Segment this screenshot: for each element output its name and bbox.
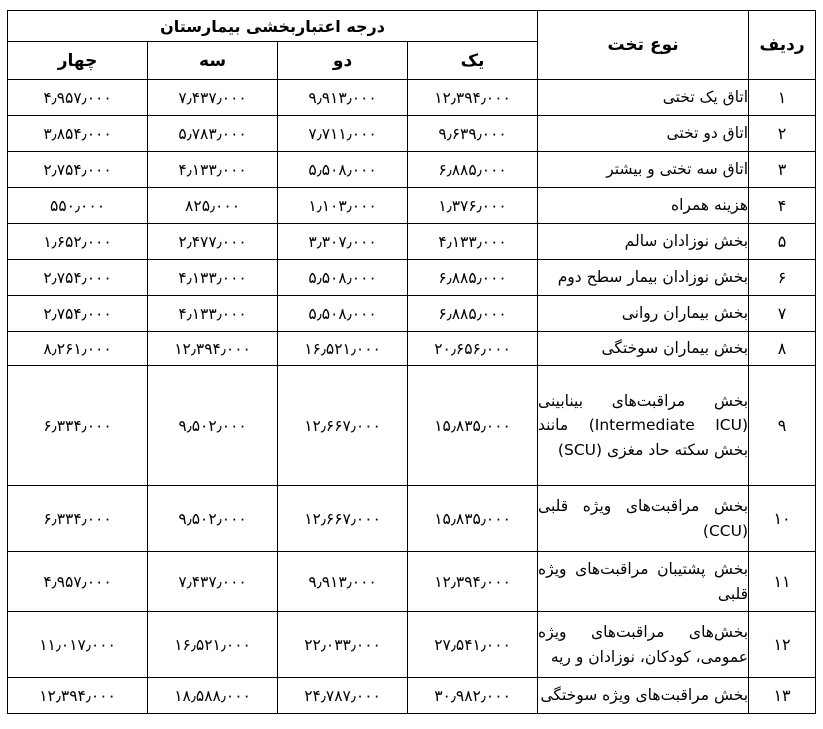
bed-type: بخش نوزادان سالم xyxy=(538,224,749,260)
grade-two-value: ۹٫۹۱۳٫۰۰۰ xyxy=(278,80,408,116)
row-number-header: ردیف xyxy=(749,11,816,80)
grade-four-value: ۱٫۶۵۲٫۰۰۰ xyxy=(8,224,148,260)
grade-three-header: سه xyxy=(148,42,278,80)
grade-four-value: ۲٫۷۵۴٫۰۰۰ xyxy=(8,296,148,332)
bed-type: اتاق یک تختی xyxy=(538,80,749,116)
row-number: ۴ xyxy=(749,188,816,224)
grade-three-value: ۹٫۵۰۲٫۰۰۰ xyxy=(148,486,278,552)
accreditation-grade-header: درجه اعتباربخشی بیمارستان xyxy=(8,11,538,42)
bed-type: بخش پشتیبان مراقبت‌های ویژه قلبی xyxy=(538,552,749,612)
grade-one-value: ۲۰٫۶۵۶٫۰۰۰ xyxy=(408,332,538,366)
bed-type: بخش بیماران روانی xyxy=(538,296,749,332)
grade-two-value: ۲۲٫۰۳۳٫۰۰۰ xyxy=(278,612,408,678)
grade-three-value: ۸۲۵٫۰۰۰ xyxy=(148,188,278,224)
row-number: ۱۱ xyxy=(749,552,816,612)
row-number: ۵ xyxy=(749,224,816,260)
grade-one-value: ۱۵٫۸۳۵٫۰۰۰ xyxy=(408,366,538,486)
bed-type: بخش نوزادان بیمار سطح دوم xyxy=(538,260,749,296)
grade-one-value: ۴٫۱۳۳٫۰۰۰ xyxy=(408,224,538,260)
row-number: ۱۰ xyxy=(749,486,816,552)
grade-three-value: ۴٫۱۳۳٫۰۰۰ xyxy=(148,152,278,188)
grade-four-value: ۴٫۹۵۷٫۰۰۰ xyxy=(8,552,148,612)
row-number: ۳ xyxy=(749,152,816,188)
grade-one-value: ۳۰٫۹۸۲٫۰۰۰ xyxy=(408,678,538,714)
grade-two-value: ۳٫۳۰۷٫۰۰۰ xyxy=(278,224,408,260)
grade-two-value: ۵٫۵۰۸٫۰۰۰ xyxy=(278,152,408,188)
grade-two-value: ۱۲٫۶۶۷٫۰۰۰ xyxy=(278,366,408,486)
table-row xyxy=(8,116,816,152)
table-row xyxy=(8,188,816,224)
grade-one-value: ۶٫۸۸۵٫۰۰۰ xyxy=(408,152,538,188)
bed-type: بخش مراقبت‌های ویژه قلبی (CCU) xyxy=(538,486,749,552)
grade-four-header: چهار xyxy=(8,42,148,80)
table-row xyxy=(8,260,816,296)
row-number: ۹ xyxy=(749,366,816,486)
grade-one-value: ۱۵٫۸۳۵٫۰۰۰ xyxy=(408,486,538,552)
table-row xyxy=(8,224,816,260)
grade-two-value: ۱٫۱۰۳٫۰۰۰ xyxy=(278,188,408,224)
grade-three-value: ۷٫۴۳۷٫۰۰۰ xyxy=(148,80,278,116)
document-page xyxy=(7,10,815,714)
bed-type: بخش مراقبت‌های ویژه سوختگی xyxy=(538,678,749,714)
row-number: ۷ xyxy=(749,296,816,332)
bed-type: بخش بیماران سوختگی xyxy=(538,332,749,366)
grade-one-value: ۲۷٫۵۴۱٫۰۰۰ xyxy=(408,612,538,678)
grade-three-value: ۵٫۷۸۳٫۰۰۰ xyxy=(148,116,278,152)
bed-tariff-table xyxy=(7,10,816,714)
grade-one-value: ۱٫۳۷۶٫۰۰۰ xyxy=(408,188,538,224)
grade-three-value: ۷٫۴۳۷٫۰۰۰ xyxy=(148,552,278,612)
grade-three-value: ۹٫۵۰۲٫۰۰۰ xyxy=(148,366,278,486)
table-row xyxy=(8,678,816,714)
grade-one-value: ۱۲٫۳۹۴٫۰۰۰ xyxy=(408,552,538,612)
grade-two-value: ۱۲٫۶۶۷٫۰۰۰ xyxy=(278,486,408,552)
table-row xyxy=(8,332,816,366)
grade-one-header: یک xyxy=(408,42,538,80)
grade-two-value: ۵٫۵۰۸٫۰۰۰ xyxy=(278,296,408,332)
grade-four-value: ۲٫۷۵۴٫۰۰۰ xyxy=(8,260,148,296)
bed-type: بخش‌های مراقبت‌های ویژه عمومی، کودکان، نوزادان و ریه xyxy=(538,612,749,678)
table-row xyxy=(8,366,816,486)
row-number: ۱ xyxy=(749,80,816,116)
grade-four-value: ۱۱٫۰۱۷٫۰۰۰ xyxy=(8,612,148,678)
grade-one-value: ۶٫۸۸۵٫۰۰۰ xyxy=(408,260,538,296)
table-row xyxy=(8,552,816,612)
grade-two-value: ۹٫۹۱۳٫۰۰۰ xyxy=(278,552,408,612)
grade-four-value: ۳٫۸۵۴٫۰۰۰ xyxy=(8,116,148,152)
row-number: ۱۳ xyxy=(749,678,816,714)
grade-three-value: ۱۶٫۵۲۱٫۰۰۰ xyxy=(148,612,278,678)
table-row xyxy=(8,80,816,116)
grade-two-value: ۱۶٫۵۲۱٫۰۰۰ xyxy=(278,332,408,366)
row-number: ۸ xyxy=(749,332,816,366)
row-number: ۶ xyxy=(749,260,816,296)
grade-four-value: ۲٫۷۵۴٫۰۰۰ xyxy=(8,152,148,188)
grade-two-value: ۷٫۷۱۱٫۰۰۰ xyxy=(278,116,408,152)
table-row xyxy=(8,152,816,188)
grade-three-value: ۴٫۱۳۳٫۰۰۰ xyxy=(148,260,278,296)
bed-type: اتاق سه تختی و بیشتر xyxy=(538,152,749,188)
row-number: ۱۲ xyxy=(749,612,816,678)
grade-four-value: ۶٫۳۳۴٫۰۰۰ xyxy=(8,486,148,552)
table-row xyxy=(8,612,816,678)
grade-four-value: ۴٫۹۵۷٫۰۰۰ xyxy=(8,80,148,116)
bed-type: بخش مراقبت‌های بینابینی (Intermediate ICU) مانند بخش سکته حاد مغزی (SCU) xyxy=(538,366,749,486)
table-row xyxy=(8,486,816,552)
grade-four-value: ۱۲٫۳۹۴٫۰۰۰ xyxy=(8,678,148,714)
row-number: ۲ xyxy=(749,116,816,152)
grade-three-value: ۱۸٫۵۸۸٫۰۰۰ xyxy=(148,678,278,714)
table-row xyxy=(8,296,816,332)
grade-one-value: ۹٫۶۳۹٫۰۰۰ xyxy=(408,116,538,152)
grade-three-value: ۲٫۴۷۷٫۰۰۰ xyxy=(148,224,278,260)
grade-four-value: ۶٫۳۳۴٫۰۰۰ xyxy=(8,366,148,486)
grade-one-value: ۱۲٫۳۹۴٫۰۰۰ xyxy=(408,80,538,116)
grade-two-value: ۲۴٫۷۸۷٫۰۰۰ xyxy=(278,678,408,714)
grade-two-value: ۵٫۵۰۸٫۰۰۰ xyxy=(278,260,408,296)
grade-four-value: ۸٫۲۶۱٫۰۰۰ xyxy=(8,332,148,366)
grade-three-value: ۴٫۱۳۳٫۰۰۰ xyxy=(148,296,278,332)
grade-two-header: دو xyxy=(278,42,408,80)
grade-four-value: ۵۵۰٫۰۰۰ xyxy=(8,188,148,224)
bed-type-header: نوع تخت xyxy=(538,11,749,80)
bed-type: هزینه همراه xyxy=(538,188,749,224)
grade-one-value: ۶٫۸۸۵٫۰۰۰ xyxy=(408,296,538,332)
grade-three-value: ۱۲٫۳۹۴٫۰۰۰ xyxy=(148,332,278,366)
bed-type: اتاق دو تختی xyxy=(538,116,749,152)
